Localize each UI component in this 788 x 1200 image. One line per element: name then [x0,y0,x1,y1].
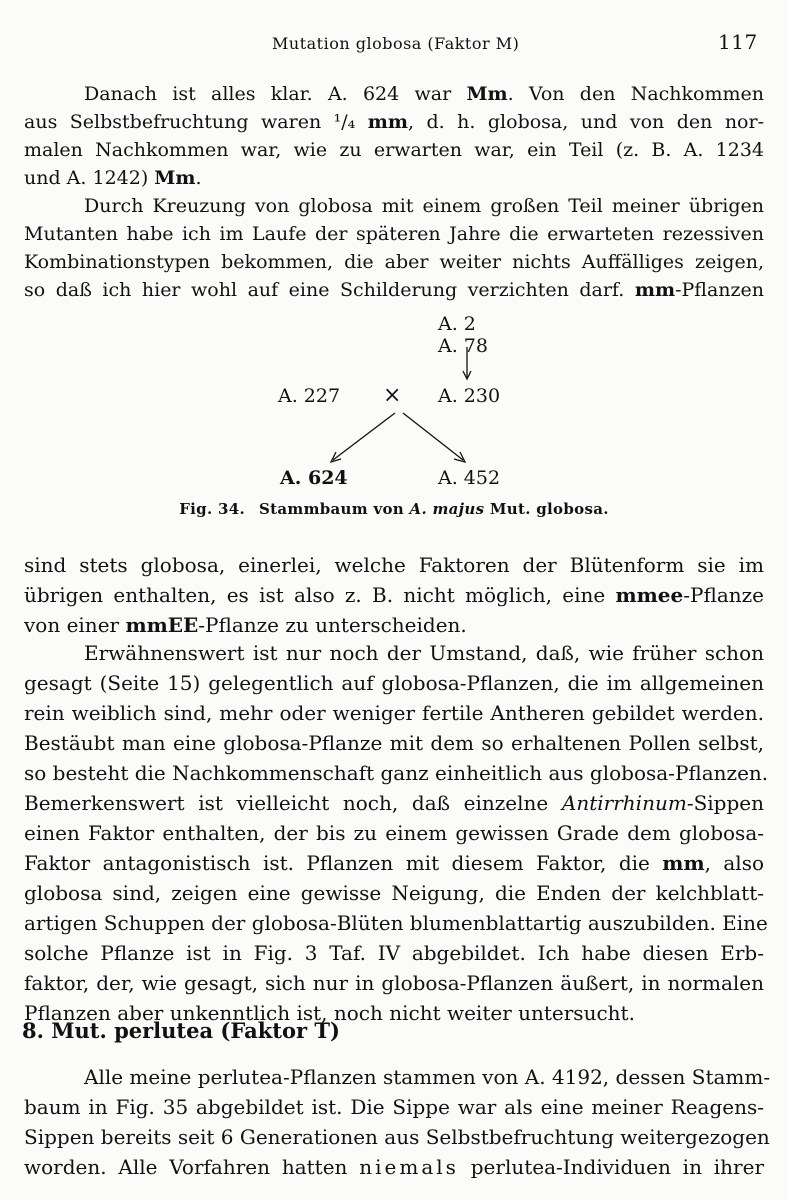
text-line: Alle meine perlutea-Pflanzen stammen von A. 4192, dessen Stamm- [84,1065,771,1089]
text-line: worden. Alle Vorfahren hatten niemals perlutea-Individuen in ihrer [24,1155,764,1179]
text-line: aus Selbstbefruchtung waren ¹/₄ mm, d. h. globosa, und von den nor- [24,111,764,133]
figure-caption: Fig. 34. Stammbaum von A. majus Mut. globosa. [179,500,609,518]
ancestor-a2: A. 2 [438,313,476,335]
text-line: globosa sind, zeigen eine gewisse Neigung, die Enden der kelchblatt- [24,881,764,905]
text-line: übrigen enthalten, es ist also z. B. nicht möglich, eine mmee-Pflanze [24,583,764,607]
text-line: von einer mmEE-Pflanze zu unterscheiden. [24,613,467,637]
paragraph-3 [24,550,764,640]
text-line: Pflanzen aber unkenntlich ist, noch nicht weiter untersucht. [24,1001,635,1025]
figure-number: Fig. 34. [179,500,246,518]
text-line: malen Nachkommen war, wie zu erwarten war, ein Teil (z. B. A. 1234 [24,139,764,161]
text-line: einen Faktor enthalten, der bis zu einem gewissen Grade dem globosa- [24,821,764,845]
text-line: Mutanten habe ich im Laufe der späteren Jahre die erwarteten rezessiven [24,223,764,245]
text-line: Bemerkenswert ist vielleicht noch, daß einzelne Antirrhinum-Sippen [24,791,764,815]
text-line: faktor, der, wie gesagt, sich nur in globosa-Pflanzen äußert, in normalen [24,971,764,995]
pedigree-diagram [0,305,788,495]
paragraph-1 [24,80,764,192]
text-line: Durch Kreuzung von globosa mit einem großen Teil meiner übrigen [84,195,764,217]
text-line: Faktor antagonistisch ist. Pflanzen mit diesem Faktor, die mm, also [24,851,765,875]
text-line: so daß ich hier wohl auf eine Schilderung verzichten darf. mm-Pflanzen [24,279,764,301]
cross-line-right [403,413,463,460]
text-line: gesagt (Seite 15) gelegentlich auf globosa-Pflanzen, die im allgemeinen [24,671,764,695]
paragraph-2 [24,192,764,304]
page-number: 117 [718,30,758,54]
cross-line-left [333,413,395,460]
text-line: artigen Schuppen der globosa-Blüten blumenblattartig auszubilden. Eine [24,911,768,935]
ancestor-a78: A. 78 [438,335,488,357]
page-header [0,30,788,58]
text-line: Kombinationstypen bekommen, die aber weiter nichts Auffälliges zeigen, [24,251,764,273]
cross-symbol: × [383,383,402,408]
running-title: Mutation globosa (Faktor M) [272,34,520,53]
child-a624: A. 624 [280,467,348,489]
text-line: Sippen bereits seit 6 Generationen aus Selbstbefruchtung weitergezogen [24,1125,770,1149]
text-line: sind stets globosa, einerlei, welche Faktoren der Blütenform sie im [24,553,764,577]
text-line: baum in Fig. 35 abgebildet ist. Die Sippe war als eine meiner Reagens- [24,1095,764,1119]
text-line: Bestäubt man eine globosa-Pflanze mit dem so erhaltenen Pollen selbst, [24,731,764,755]
section-heading: 8. Mut. perlutea (Faktor T) [22,1018,340,1043]
child-a452: A. 452 [438,467,501,489]
paragraph-5 [24,1062,771,1182]
text-line: und A. 1242) Mm. [24,167,202,189]
text-line: so besteht die Nachkommenschaft ganz einheitlich aus globosa-Pflanzen. [24,761,769,785]
text-line: rein weiblich sind, mehr oder weniger fertile Antheren gebildet werden. [24,701,764,725]
parent-a227: A. 227 [278,385,341,407]
text-line: solche Pflanze ist in Fig. 3 Taf. IV abgebildet. Ich habe diesen Erb- [24,941,764,965]
text-line: Danach ist alles klar. A. 624 war Mm. Von den Nachkommen [84,83,764,105]
paragraph-4 [24,638,769,1028]
text-line: Erwähnenswert ist nur noch der Umstand, daß, wie früher schon [84,641,764,665]
parent-a230: A. 230 [438,385,501,407]
